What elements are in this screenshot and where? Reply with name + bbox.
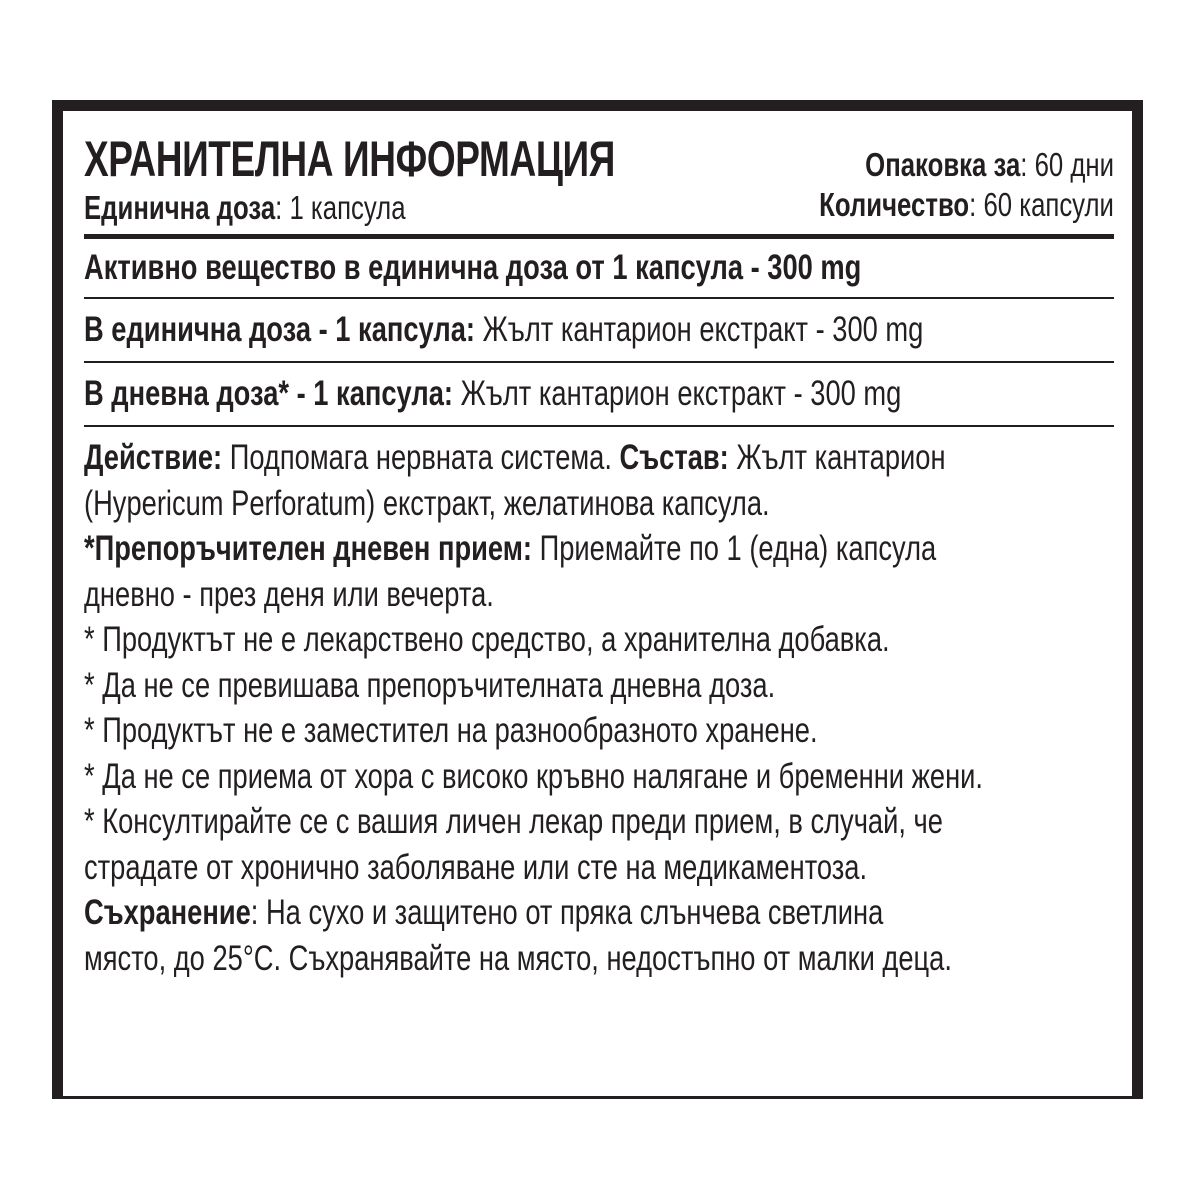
storage-label: Съхранение	[84, 893, 251, 932]
daily-dose-row-label: В дневна доза* - 1 капсула:	[84, 374, 454, 413]
warning-line: * Продуктът не е заместител на разнообразното хранене.	[84, 711, 818, 750]
intake-label: *Препоръчителен дневен прием:	[84, 529, 533, 568]
label-frame-bottom	[52, 1096, 1143, 1099]
quantity-value: : 60 капсули	[969, 186, 1114, 223]
unit-dose-info	[84, 188, 496, 228]
daily-dose-row	[84, 363, 1114, 425]
action-line	[84, 435, 1112, 481]
warning-line: страдате от хронично заболяване или сте на медикаментоза.	[84, 847, 868, 887]
quantity-label: Количество	[819, 186, 970, 223]
package-value: : 60 дни	[1020, 146, 1114, 183]
package-info	[865, 146, 1114, 184]
action-text: Подпомага нервната система.	[222, 438, 620, 477]
intake-text: Приемайте по 1 (една) капсула	[532, 529, 937, 568]
storage-line	[84, 890, 1112, 936]
label-body	[84, 427, 1114, 981]
composition-label: Състав:	[619, 438, 729, 477]
unit-dose-row-value: Жълт кантарион екстракт - 300 mg	[474, 310, 924, 349]
label-title	[84, 130, 802, 188]
label-title-text: ХРАНИТЕЛНА ИНФОРМАЦИЯ	[84, 131, 615, 187]
nutrition-label	[84, 130, 1114, 981]
unit-dose-row	[84, 299, 1114, 361]
storage-text: : На сухо и защитено от пряка слънчева светлина	[250, 893, 884, 932]
composition-line: (Hypericum Perforatum) екстракт, желатинова капсула.	[84, 483, 770, 523]
unit-dose-header-row	[84, 188, 1114, 232]
daily-dose-row-value: Жълт кантарион екстракт - 300 mg	[453, 374, 902, 413]
warning-line: * Продуктът не е лекарствено средство, а хранителна добавка.	[84, 620, 890, 659]
storage-line-2: място, до 25°C. Съхранявайте на място, недостъпно от малки деца.	[84, 938, 952, 978]
active-substance-row	[84, 239, 1114, 297]
warning-line: * Да не се превишава препоръчителната дневна доза.	[84, 665, 776, 705]
warning-line: * Консултирайте се с вашия личен лекар преди прием, в случай, че	[84, 802, 943, 841]
unit-dose-label: Единична доза	[84, 189, 276, 226]
intake-line-2: дневно - през деня или вечерта.	[84, 574, 494, 614]
unit-dose-value: : 1 капсула	[275, 189, 406, 226]
action-label: Действие:	[84, 438, 223, 477]
composition-text: Жълт кантарион	[728, 438, 946, 477]
unit-dose-row-label: В единична доза - 1 капсула:	[84, 310, 475, 349]
package-label: Опаковка за	[865, 146, 1021, 183]
warning-line: * Да не се приема от хора с високо кръвно налягане и бременни жени.	[84, 756, 983, 796]
active-substance-text: Активно вещество в единична доза от 1 капсула - 300 mg	[84, 248, 862, 287]
intake-line	[84, 526, 1112, 572]
